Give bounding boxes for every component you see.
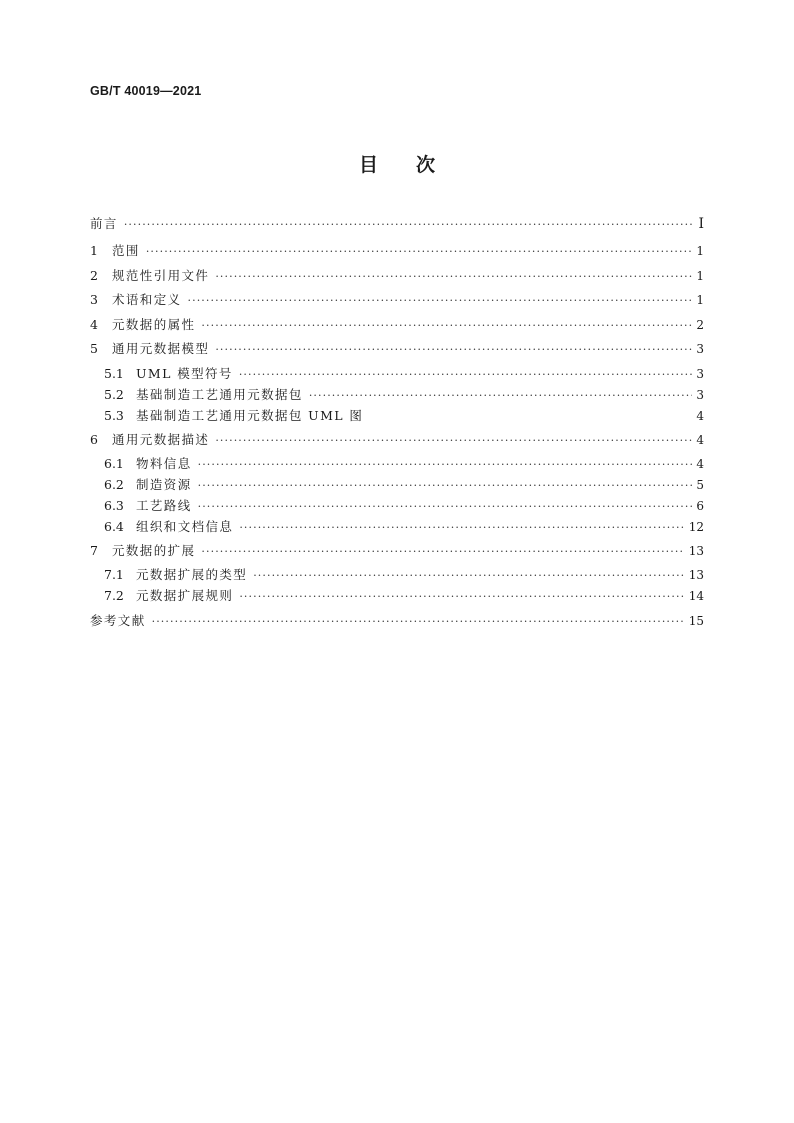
toc-entry-7-1[interactable] [104,565,704,585]
toc-page-number: 15 [688,614,704,628]
toc-page-number: 14 [688,589,704,603]
toc-dot-leader [253,566,685,586]
toc-entry-number: 6.4 [104,519,124,534]
toc-entry-2[interactable] [90,266,704,286]
toc-entry-number: 4 [90,317,98,332]
toc-dot-leader [188,291,692,311]
toc-entry-number: 5.3 [104,408,124,423]
toc-entry-label: 术语和定义 [112,292,182,307]
toc-entry-number: 5.2 [104,387,124,402]
toc-entry-number: 1 [90,243,98,258]
toc-entry-7[interactable] [90,541,704,561]
toc-entry-5[interactable] [90,339,704,359]
toc-entry-label: 基础制造工艺通用元数据包 [136,387,303,402]
toc-entry-3[interactable] [90,290,704,310]
toc-entry-number: 6.3 [104,498,124,513]
toc-entry-1[interactable] [90,241,704,261]
toc-dot-leader [215,431,692,451]
toc-page-number: 1 [696,269,704,283]
toc-page-number: 4 [696,457,704,471]
toc-entry-number: 2 [90,268,98,283]
toc-entry-bibliography[interactable] [90,611,704,631]
toc-dot-leader [239,587,684,607]
toc-entry-label: 元数据扩展规则 [136,588,234,603]
toc-page-number: Ⅰ [698,216,704,232]
toc-entry-number: 7 [90,543,98,558]
toc-page-number: 3 [696,367,704,381]
toc-dot-leader [215,340,692,360]
toc-entry-label: 参考文献 [90,613,146,628]
toc-page-number: 3 [696,388,704,402]
toc-entry-label: 范围 [112,243,140,258]
toc-entry-6-3[interactable] [104,496,704,516]
toc-page-number: 12 [688,520,704,534]
toc-entry-number: 6 [90,432,98,447]
toc-entry-label: 通用元数据描述 [112,432,210,447]
toc-page-number: 5 [696,478,704,492]
toc-dot-leader [152,612,685,632]
toc-entry-foreword[interactable] [90,214,704,234]
toc-entry-7-2[interactable] [104,586,704,606]
toc-page-number: 1 [696,293,704,307]
toc-entry-6-2[interactable] [104,475,704,495]
toc-page-number: 13 [688,568,704,582]
toc-entry-label: 基础制造工艺通用元数据包 UML 图 [136,408,364,423]
title-char-2: 次 [416,154,436,176]
toc-dot-leader [198,476,692,496]
toc-entry-number: 5.1 [104,366,124,381]
toc-page-number: 2 [696,318,704,332]
toc-entry-label: 元数据的属性 [112,317,196,332]
toc-entry-number: 6.2 [104,477,124,492]
toc-entry-number: 6.1 [104,456,124,471]
toc-entry-number: 3 [90,292,98,307]
toc-dot-leader [215,267,692,287]
toc-dot-leader [201,542,684,562]
toc-dot-leader [239,518,684,538]
toc-page-number: 13 [688,544,704,558]
toc-dot-leader [124,215,692,235]
toc-entry-label: 前言 [90,216,118,231]
toc-dot-leader [239,365,692,385]
toc-dot-leader [146,242,692,262]
toc-entry-6[interactable] [90,430,704,450]
toc-entry-number: 7.1 [104,567,124,582]
toc-entry-label: 物料信息 [136,456,192,471]
toc-page-number: 4 [696,409,704,423]
toc-entry-label: 元数据的扩展 [112,543,196,558]
toc-entry-label: 组织和文档信息 [136,519,234,534]
toc-entry-label: 规范性引用文件 [112,268,210,283]
title-char-1: 目 [358,154,378,176]
toc-dot-leader [201,316,692,336]
toc-entry-6-4[interactable] [104,517,704,537]
toc-entry-number: 7.2 [104,588,124,603]
page-title [0,150,794,177]
toc-dot-leader [198,497,692,517]
toc-dot-leader [309,386,692,406]
toc-entry-5-1[interactable] [104,364,704,384]
toc-entry-label: UML 模型符号 [136,366,233,381]
toc-entry-5-2[interactable] [104,385,704,405]
standard-code: GB/T 40019—2021 [90,84,202,98]
toc-entry-5-3[interactable] [104,406,704,426]
toc-entry-number: 5 [90,341,98,356]
toc-entry-label: 元数据扩展的类型 [136,567,248,582]
toc-entry-4[interactable] [90,315,704,335]
toc-page-number: 3 [696,342,704,356]
toc-page-number: 1 [696,244,704,258]
toc-entry-6-1[interactable] [104,454,704,474]
toc-entry-label: 通用元数据模型 [112,341,210,356]
toc-dot-leader [198,455,692,475]
toc-entry-label: 工艺路线 [136,498,192,513]
toc-page-number: 4 [696,433,704,447]
toc-entry-label: 制造资源 [136,477,192,492]
toc-page-number: 6 [696,499,704,513]
